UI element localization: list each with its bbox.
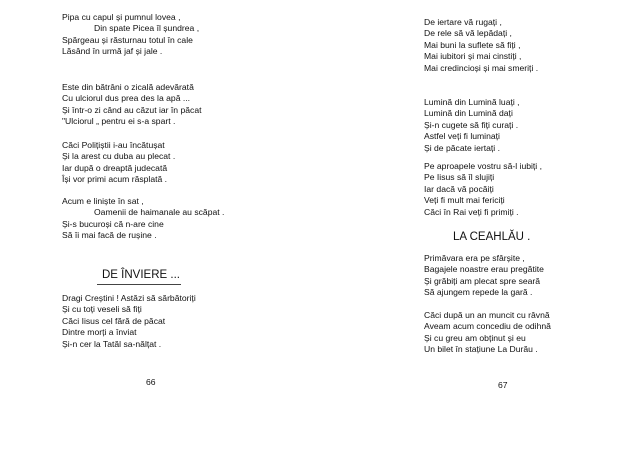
- verse-line: Și grăbiți am plecat spre seară: [424, 275, 541, 286]
- stanza: [62, 12, 199, 58]
- verse-line: Oamenii de haimanale au scăpat .: [94, 207, 225, 218]
- verse-line: Primăvara era pe sfârșite ,: [424, 253, 525, 263]
- stanza: [424, 17, 538, 74]
- verse-line: Și într-o zi când au căzut iar în păcat: [62, 104, 202, 115]
- verse-line: Iar după o dreaptă judecată: [62, 162, 168, 173]
- stanza: [62, 82, 201, 128]
- verse-line: Mai iubitori și mai cinstiți ,: [424, 51, 522, 62]
- verse-line: Și cu greu am obținut și eu: [424, 332, 526, 343]
- verse-line: Lumină din Lumină dați: [424, 108, 513, 119]
- verse-line: Dintre morți a înviat: [62, 327, 137, 338]
- verse-line: Și de păcate iertați .: [424, 142, 500, 153]
- verse-line: Căci după un an muncit cu râvnă: [424, 310, 550, 320]
- verse-line: Pipa cu capul și pumnul lovea ,: [62, 12, 181, 22]
- verse-line: Un bilet în stațiune La Durău .: [424, 344, 538, 355]
- section-title: DE ÎNVIERE ...: [102, 269, 180, 281]
- verse-line: Și cu toți veseli să fiți: [62, 304, 142, 315]
- verse-line: Iar dacă vă pocăiți: [424, 183, 494, 194]
- verse-line: Acum e liniște în sat ,: [62, 196, 144, 206]
- verse-line: Și-n cugete să fiți curați .: [424, 119, 519, 130]
- verse-line: Este din bătrâni o zicală adevărată: [62, 82, 194, 92]
- verse-line: Căci Iisus cel fără de păcat: [62, 315, 166, 326]
- verse-line: Aveam acum concediu de odihnă: [424, 321, 551, 332]
- verse-line: Să ajungem repede la gară .: [424, 287, 533, 298]
- stanza: [62, 140, 175, 186]
- section-title: LA CEAHLĂU .: [453, 231, 531, 243]
- stanza: [62, 293, 196, 350]
- verse-line: Veți fi mult mai fericiți: [424, 195, 505, 206]
- verse-line: De iertare vă rugați ,: [424, 17, 502, 27]
- verse-line: Dragi Creștini ! Astăzi să sărbătoriți: [62, 293, 196, 303]
- verse-line: Bagajele noastre erau pregătite: [424, 264, 544, 275]
- verse-line: De rele să vă lepădați ,: [424, 28, 512, 39]
- verse-line: Pe Iisus să îl slujiți: [424, 172, 495, 183]
- verse-line: Lumină din Lumină luați ,: [424, 97, 520, 107]
- verse-line: Spărgeau și răsturnau totul în cale: [62, 34, 193, 45]
- verse-line: Și-s bucuroși că n-are cine: [62, 218, 164, 229]
- page-number: 67: [498, 380, 508, 390]
- stanza: [424, 161, 542, 218]
- verse-line: Mai buni la suflete să fiți ,: [424, 39, 521, 50]
- verse-line: Pe aproapele vostru să-l iubiți ,: [424, 161, 542, 171]
- verse-line: Din spate Picea îl șundrea ,: [94, 23, 200, 34]
- verse-line: Își vor primi acum răsplată .: [62, 174, 168, 185]
- stanza: [424, 97, 520, 154]
- right-page: [319, 0, 638, 452]
- stanza: [424, 310, 551, 356]
- verse-line: Astfel veți fi luminați: [424, 131, 500, 142]
- verse-line: Căci în Rai veți fi primiți .: [424, 206, 519, 217]
- verse-line: Lăsând în urmă jaf și jale .: [62, 46, 163, 57]
- title-underline: [97, 284, 181, 285]
- stanza: [62, 196, 224, 242]
- verse-line: Mai credincioși și mai smeriți .: [424, 62, 539, 73]
- verse-line: Cu ulciorul dus prea des la apă ...: [62, 93, 191, 104]
- stanza: [424, 253, 544, 299]
- verse-line: Să îi mai facă de rușine .: [62, 230, 157, 241]
- verse-line: Și-n cer la Tatăl sa-nălțat .: [62, 338, 162, 349]
- page-number: 66: [146, 377, 156, 387]
- verse-line: Căci Polițiștii i-au încătușat: [62, 140, 165, 150]
- verse-line: Și la arest cu duba au plecat .: [62, 151, 176, 162]
- verse-line: "Ulciorul „ pentru ei s-a spart .: [62, 116, 176, 127]
